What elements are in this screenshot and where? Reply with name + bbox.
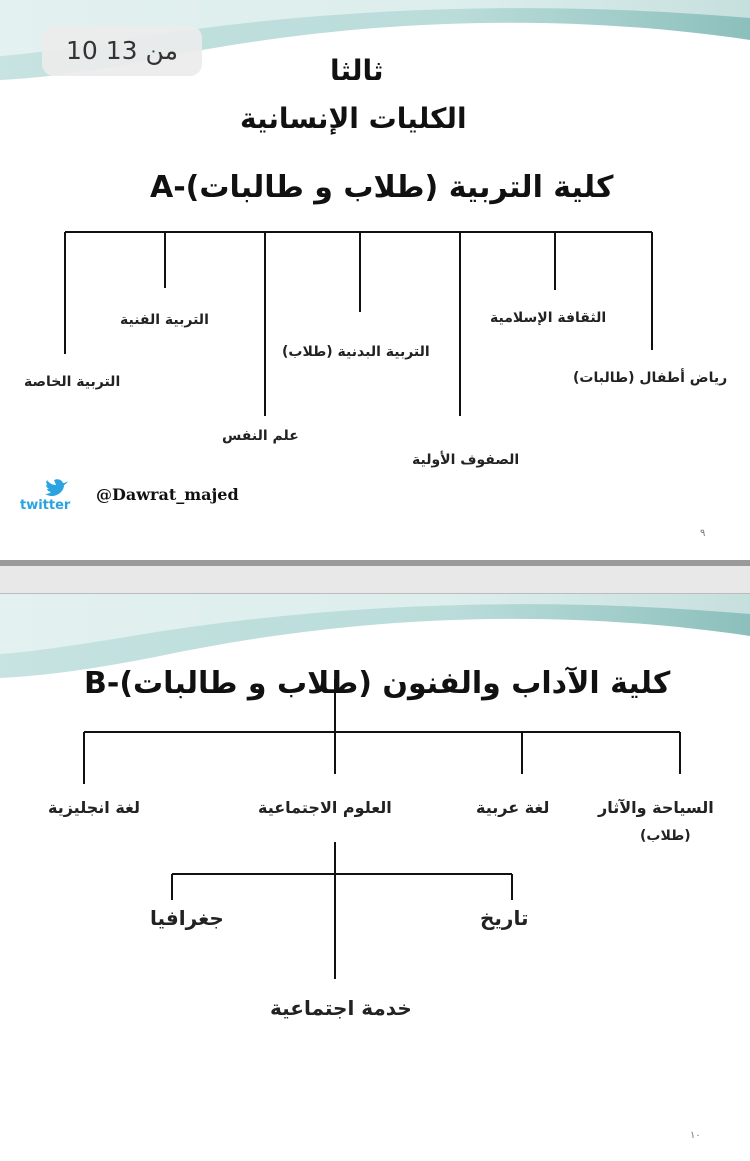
twitter-logo-text: twitter [20, 498, 71, 512]
page-counter-text: 10 من 13 [66, 36, 178, 65]
dept-tourism-note: (طلاب) [640, 828, 691, 844]
dept-english: لغة انجليزية [48, 798, 141, 817]
college-a-title: A-كلية التربية (طلاب و طالبات) [150, 170, 614, 205]
dept-psychology: علم النفس [222, 428, 299, 444]
dept-arabic: لغة عربية [476, 798, 550, 817]
dept-art-education: التربية الفنية [120, 312, 209, 328]
dept-physical-education: التربية البدنية (طلاب) [282, 344, 430, 360]
slide-2 [0, 593, 750, 1161]
sub-geography: جغرافيا [150, 906, 224, 930]
college-b-title: B-كلية الآداب والفنون (طلاب و طالبات) [84, 666, 671, 701]
org-chart-b-lines [0, 594, 750, 1161]
twitter-logo [18, 478, 88, 516]
dept-kindergarten: رياض أطفال (طالبات) [573, 370, 728, 386]
twitter-handle: @Dawrat_majed [96, 485, 239, 504]
dept-social-sciences: العلوم الاجتماعية [258, 798, 392, 817]
slide-divider [0, 560, 750, 593]
section-label: ثالثا [330, 54, 384, 87]
dept-special-education: التربية الخاصة [24, 374, 121, 390]
dept-primary-grades: الصفوف الأولية [412, 452, 520, 468]
faculties-heading: الكليات الإنسانية [240, 102, 467, 135]
slide-1 [0, 0, 750, 561]
slide-2-page-mark: ١٠ [690, 1130, 701, 1141]
sub-social-work: خدمة اجتماعية [270, 996, 412, 1020]
slide-1-page-mark: ٩ [700, 528, 706, 539]
dept-islamic-culture: الثقافة الإسلامية [490, 310, 607, 326]
dept-tourism-archaeology: السياحة والآثار [598, 798, 714, 817]
org-chart-a-lines [0, 0, 750, 560]
sub-history: تاريخ [480, 906, 529, 930]
